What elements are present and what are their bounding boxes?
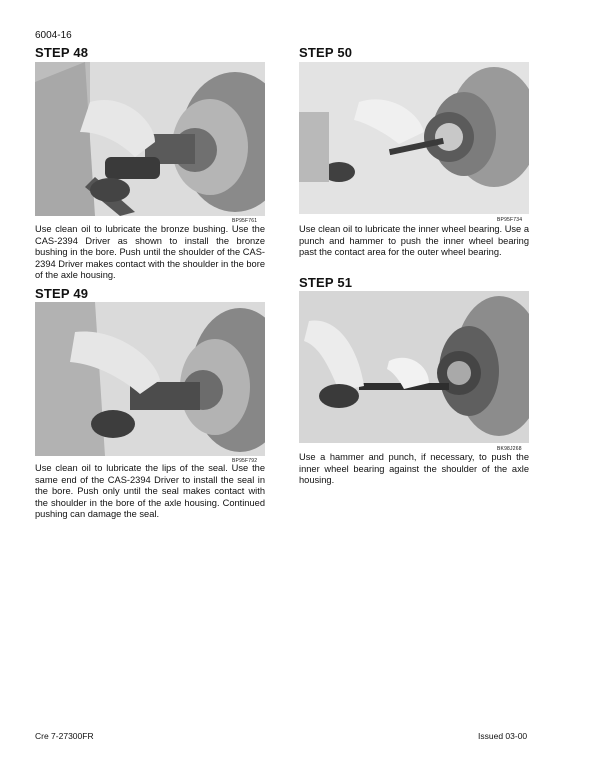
step-50-text: Use clean oil to lubricate the inner wheel bearing. Use a punch and hammer to push the inner wheel bearing past the contact area for the outer wheel bearing. <box>299 224 529 257</box>
step-50-photo <box>299 62 529 214</box>
page-number: 6004-16 <box>35 30 72 41</box>
step-48-heading: STEP 48 <box>35 45 89 60</box>
step-51-heading: STEP 51 <box>299 275 353 290</box>
footer-document-code: Cre 7-27300FR <box>35 731 94 741</box>
step-49-figure-code: BP95F792 <box>232 458 258 464</box>
step-50-heading: STEP 50 <box>299 45 353 60</box>
step-49-photo <box>35 302 265 456</box>
step-51-figure-code: BK98J268 <box>497 446 522 452</box>
step-51-photo <box>299 291 529 443</box>
step-49-text: Use clean oil to lubricate the lips of the seal. Use the same end of the CAS-2394 Driver to install the seal in the bore. Push only until the seal makes contact with the shoulder in the bore of the axle housing. Continued pushing can damage the seal. <box>35 463 265 519</box>
step-48-photo <box>35 62 265 216</box>
step-48-text: Use clean oil to lubricate the bronze bushing. Use the CAS-2394 Driver as shown to install the bronze bushing in the bore. Push until the shoulder of the CAS-2394 Driver makes contact with the shoulder in the bore of the axle housing. <box>35 224 265 280</box>
step-50-figure-code: BP95F734 <box>497 217 523 223</box>
step-49-heading: STEP 49 <box>35 286 89 301</box>
step-51-text: Use a hammer and punch, if necessary, to push the inner wheel bearing against the shoulder of the axle housing. <box>299 452 529 485</box>
step-48-figure-code: BP95F761 <box>232 218 258 224</box>
footer-issue-date: Issued 03-00 <box>478 731 528 741</box>
